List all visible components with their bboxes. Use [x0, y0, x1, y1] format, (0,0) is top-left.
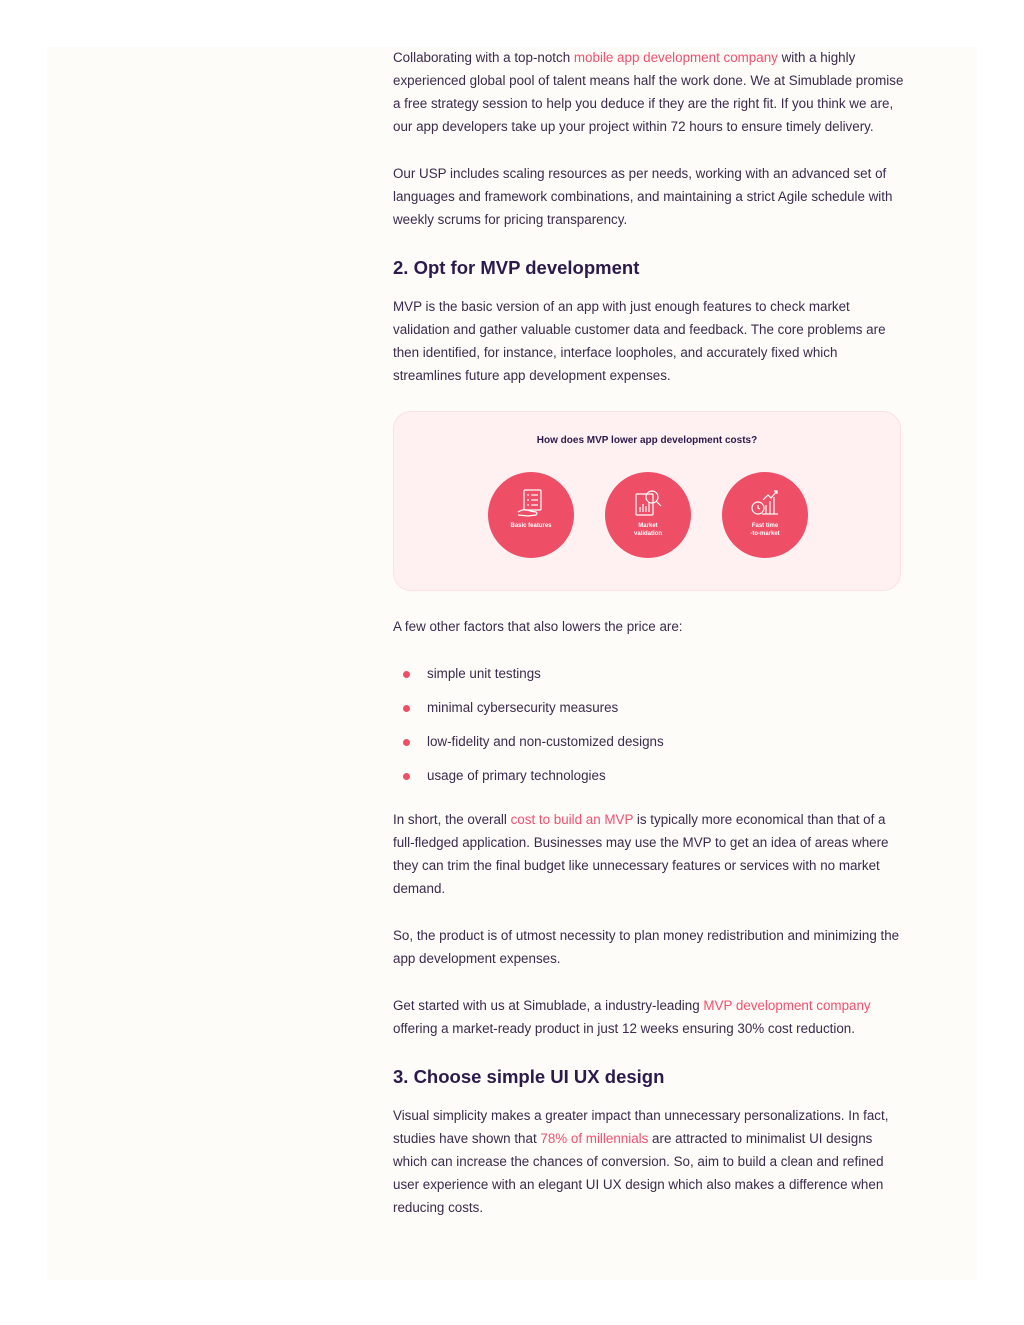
list-item: usage of primary technologies [393, 764, 905, 798]
clock-chart-icon [750, 488, 780, 518]
intro-paragraph-2: Our USP includes scaling resources as per needs, working with an advanced set of languages and framework combinations, and maintaining a strict Agile schedule with weekly scrums for pricing transparency. [393, 166, 893, 227]
basic-features-circle [488, 472, 574, 558]
bullet-dot-icon [403, 773, 410, 780]
factors-intro: A few other factors that also lowers the price are: [393, 619, 683, 634]
fast-time-to-market-label: Fast time -to-market [750, 523, 780, 537]
section-2-paragraph-2: In short, the overall cost to build an MVP is typically more economical than that of a full-fledged application. Businesses may use the MVP to get an idea of areas where they can trim the final budget like unnecessary features or services with no market demand. [393, 812, 889, 896]
magnifier-chart-icon [633, 488, 663, 518]
mvp-infographic [393, 411, 901, 591]
infographic-title: How does MVP lower app development costs? [536, 435, 758, 446]
list-item: simple unit testings [393, 662, 905, 696]
section-3-paragraph-1: Visual simplicity makes a greater impact than unnecessary personalizations. In fact, studies have shown that 78% of millennials are attracted to minimalist UI designs which can increase the chances of conversion. So, aim to build a clean and refined user experience with an elegant UI UX design which also makes a difference when reducing costs. [393, 1108, 889, 1215]
bullet-dot-icon [403, 671, 410, 678]
fast-time-to-market-circle [722, 472, 808, 558]
section-2-paragraph-3: So, the product is of utmost necessity to plan money redistribution and minimizing the app development expenses. [393, 928, 900, 966]
section-2-heading: 2. Opt for MVP development [393, 257, 640, 278]
bullet-dot-icon [403, 705, 410, 712]
basic-features-label: Basic features [510, 523, 552, 529]
millennials-stat-link[interactable]: 78% of millennials [540, 1131, 649, 1146]
list-item: minimal cybersecurity measures [393, 696, 905, 730]
intro-paragraph-1: Collaborating with a top-notch mobile app development company with a highly experienced global pool of talent means half the work done. We at Simublade promise a free strategy session to help you deduce if they are the right fit. If you think we are, our app developers take up your project within 72 hours to ensure timely delivery. [393, 50, 904, 134]
cost-factors-list [393, 662, 905, 798]
list-item: low-fidelity and non-customized designs [393, 730, 905, 764]
section-3-heading: 3. Choose simple UI UX design [393, 1066, 665, 1087]
bullet-dot-icon [403, 739, 410, 746]
market-validation-label: Market validation [633, 523, 662, 537]
section-2-paragraph-4: Get started with us at Simublade, a industry-leading MVP development company offering a market-ready product in just 12 weeks ensuring 30% cost reduction. [393, 998, 871, 1036]
article-body [393, 46, 905, 1219]
cost-to-build-mvp-link[interactable]: cost to build an MVP [510, 812, 634, 827]
mvp-development-company-link[interactable]: MVP development company [703, 998, 871, 1013]
market-validation-circle [605, 472, 691, 558]
section-2-paragraph-1: MVP is the basic version of an app with just enough features to check market validation and gather valuable customer data and feedback. The core problems are then identified, for instance, interface loopholes, and accurately fixed which streamlines future app development expenses. [393, 299, 886, 383]
checklist-hand-icon [516, 488, 546, 518]
mobile-app-development-company-link[interactable]: mobile app development company [573, 50, 778, 65]
